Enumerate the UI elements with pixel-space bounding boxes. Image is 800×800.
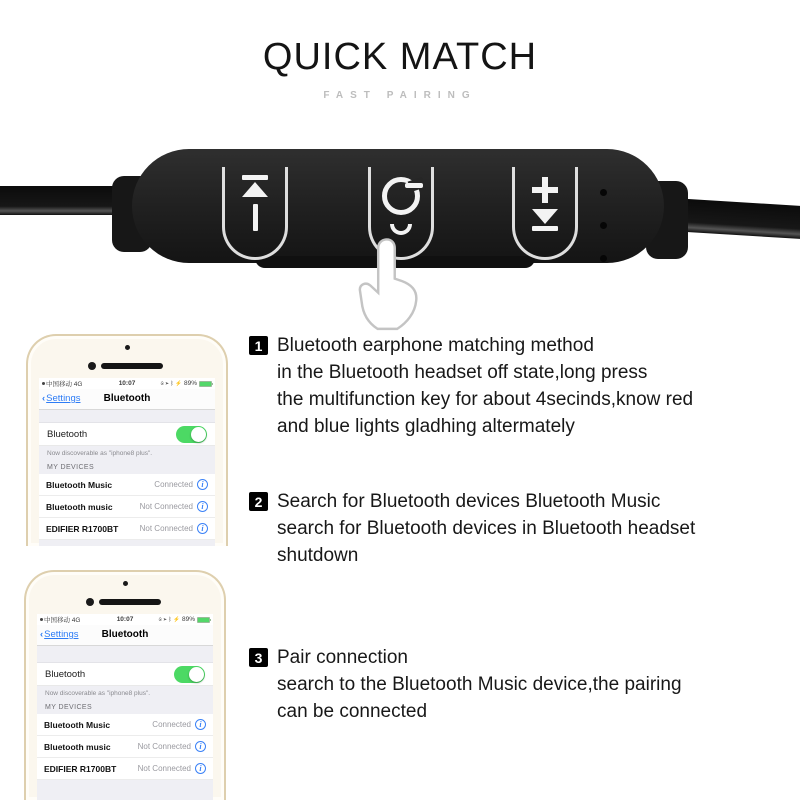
- device-row[interactable]: Bluetooth Music Connected i: [37, 714, 213, 736]
- discoverable-section: [37, 686, 213, 714]
- phone-top-bezel: [26, 572, 224, 614]
- device-status: Connected: [154, 480, 193, 489]
- back-chevron-icon: ‹: [40, 629, 44, 640]
- nav-title: Bluetooth: [101, 629, 149, 640]
- phone-screen: [39, 378, 215, 546]
- power-icon: [371, 175, 431, 235]
- instruction-3: [249, 644, 779, 725]
- carrier-signal-icon: [42, 382, 45, 385]
- info-icon[interactable]: i: [197, 501, 208, 512]
- info-icon[interactable]: i: [195, 741, 206, 752]
- device-status: Not Connected: [137, 742, 191, 751]
- battery-percent-label: 89%: [183, 380, 197, 387]
- separator-band: [39, 540, 215, 546]
- phone-top-bezel: [28, 336, 226, 378]
- my-devices-header: MY DEVICES: [47, 464, 95, 471]
- bluetooth-toggle[interactable]: [174, 666, 205, 683]
- earpiece-speaker: [101, 363, 163, 369]
- front-camera-icon: [88, 362, 96, 370]
- bluetooth-toggle[interactable]: [176, 426, 207, 443]
- status-icons: ◉ ➤ ᛒ ⚡: [160, 380, 182, 387]
- earpiece-speaker: [99, 599, 161, 605]
- info-icon[interactable]: i: [197, 523, 208, 534]
- separator-band: [37, 646, 213, 663]
- previous-volume-up-button[interactable]: [222, 167, 288, 260]
- discoverable-section: [39, 446, 215, 474]
- step-number-badge: 1: [249, 336, 268, 355]
- my-devices-header: MY DEVICES: [45, 704, 93, 711]
- carrier-label: 中国移动 4G: [44, 617, 81, 624]
- info-icon[interactable]: i: [197, 479, 208, 490]
- mic-hole: [600, 222, 607, 229]
- separator-band: [37, 780, 213, 800]
- bluetooth-label: Bluetooth: [45, 668, 86, 680]
- device-status: Not Connected: [137, 764, 191, 773]
- nav-bar: [37, 625, 213, 646]
- nav-bar: [39, 389, 215, 410]
- curved-arrow-icon: [390, 224, 412, 235]
- camera-dot-icon: [125, 345, 130, 350]
- settings-back-link[interactable]: ‹Settings: [42, 393, 81, 404]
- page-subtitle: FAST PAIRING: [323, 90, 477, 101]
- prev-volume-up-icon: [225, 175, 285, 231]
- step-number-badge: 3: [249, 648, 268, 667]
- status-bar: [39, 378, 215, 389]
- status-icons: ◉ ➤ ᛒ ⚡: [158, 616, 180, 623]
- status-bar: [37, 614, 213, 625]
- discoverable-text: Now discoverable as "iphone8 plus".: [45, 690, 151, 697]
- toggle-knob: [189, 667, 204, 682]
- next-volume-down-icon: [515, 175, 575, 231]
- info-icon[interactable]: i: [195, 763, 206, 774]
- step-number-badge: 2: [249, 492, 268, 511]
- phone-screen: [37, 614, 213, 800]
- battery-icon: [197, 617, 210, 623]
- mic-hole: [600, 189, 607, 196]
- separator-band: [39, 410, 215, 423]
- instruction-1: [249, 332, 779, 440]
- device-row[interactable]: Bluetooth music Not Connected i: [39, 496, 215, 518]
- clock-label: 10:07: [116, 616, 134, 623]
- nav-title: Bluetooth: [103, 393, 151, 404]
- instruction-2: [249, 488, 779, 569]
- clock-label: 10:07: [118, 380, 136, 387]
- toggle-knob: [191, 427, 206, 442]
- page-title: QUICK MATCH: [262, 36, 538, 78]
- bluetooth-label: Bluetooth: [47, 428, 88, 440]
- front-camera-icon: [86, 598, 94, 606]
- carrier-label: 中国移动 4G: [46, 381, 83, 388]
- carrier-signal-icon: [40, 618, 43, 621]
- phone-screenshot-2: [24, 570, 226, 800]
- next-volume-down-button[interactable]: [512, 167, 578, 260]
- phone-screenshot-1: [26, 334, 228, 546]
- device-status: Connected: [152, 720, 191, 729]
- device-status: Not Connected: [139, 524, 193, 533]
- discoverable-text: Now discoverable as "iphone8 plus".: [47, 450, 153, 457]
- device-row[interactable]: EDIFIER R1700BT Not Connected i: [37, 758, 213, 780]
- info-icon[interactable]: i: [195, 719, 206, 730]
- settings-back-link[interactable]: ‹Settings: [40, 629, 79, 640]
- instruction-text: Pair connection search to the Bluetooth Music device,the pairing can be connected: [277, 647, 682, 722]
- device-row[interactable]: Bluetooth Music Connected i: [39, 474, 215, 496]
- device-status: Not Connected: [139, 502, 193, 511]
- device-row[interactable]: EDIFIER R1700BT Not Connected i: [39, 518, 215, 540]
- battery-percent-label: 89%: [181, 616, 195, 623]
- instruction-text: Bluetooth earphone matching method in the Bluetooth headset off state,long press the multifunction key for about 4secinds,know red and blue lights gladhing altermately: [277, 335, 694, 437]
- camera-dot-icon: [123, 581, 128, 586]
- bluetooth-toggle-row: [37, 663, 213, 686]
- mic-hole: [600, 255, 607, 262]
- hand-pointer-icon: [350, 237, 426, 335]
- back-chevron-icon: ‹: [42, 393, 46, 404]
- device-row[interactable]: Bluetooth music Not Connected i: [37, 736, 213, 758]
- instruction-text: Search for Bluetooth devices Bluetooth Music search for Bluetooth devices in Bluetooth headset shutdown: [277, 491, 696, 566]
- battery-icon: [199, 381, 212, 387]
- bluetooth-toggle-row: [39, 423, 215, 446]
